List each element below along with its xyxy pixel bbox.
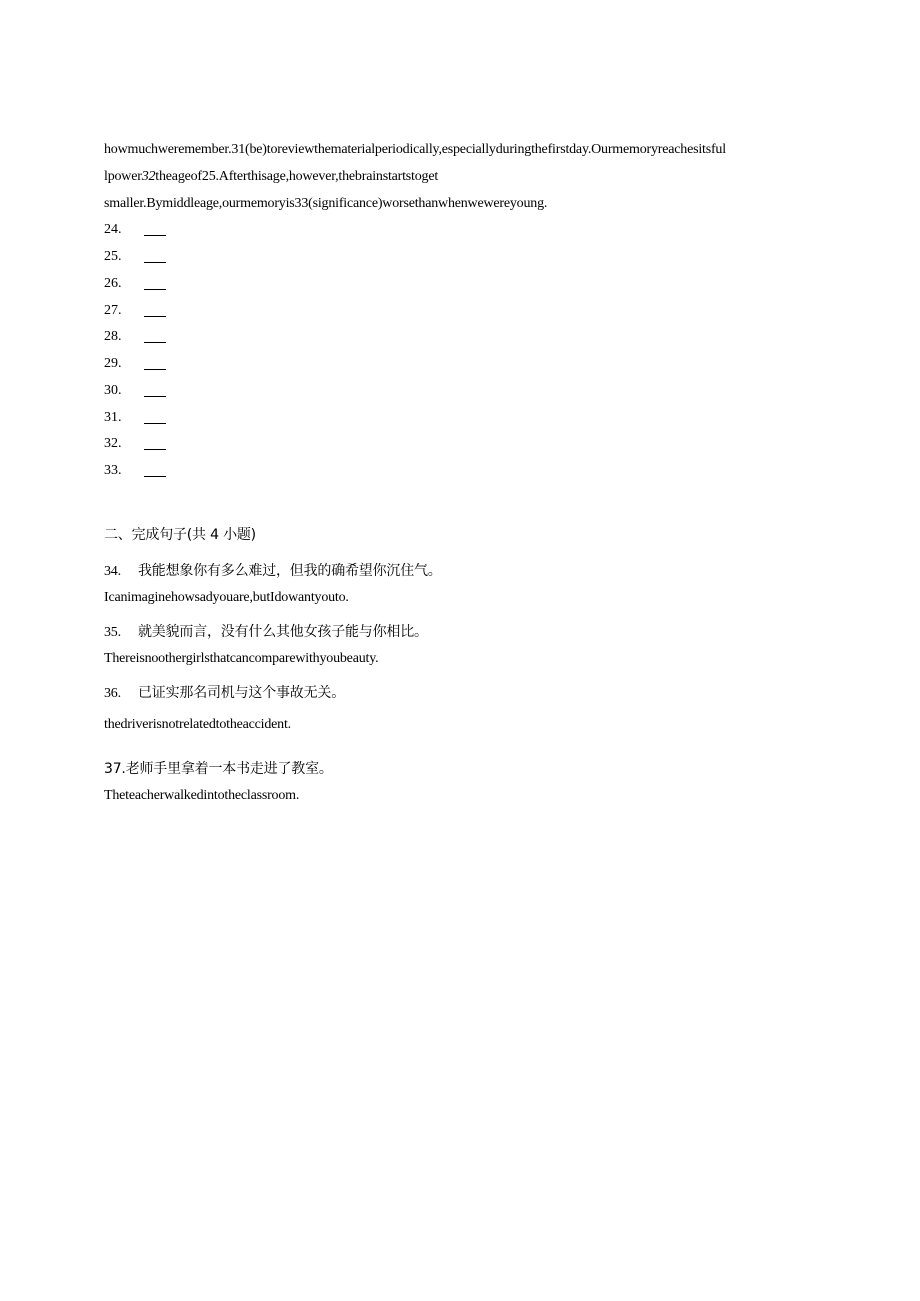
question-chinese: 我能想象你有多么难过，但我的确希望你沉住气。 [138, 563, 442, 579]
passage-line-2 [104, 169, 820, 185]
blank-number: 24. [104, 222, 122, 237]
answer-blank-31[interactable] [104, 410, 166, 426]
blank-line[interactable] [144, 423, 166, 424]
blank-line[interactable] [144, 342, 166, 343]
passage-line-2-start: lpower [104, 169, 142, 184]
blank-number: 31. [104, 410, 122, 425]
blank-line[interactable] [144, 396, 166, 397]
passage-line-2-end: theageof25.Afterthisage,however,thebrainstartstoget [155, 169, 439, 184]
answer-blank-32[interactable] [104, 436, 166, 452]
blank-line[interactable] [144, 316, 166, 317]
blank-number: 28. [104, 329, 122, 344]
question-35 [104, 621, 428, 641]
blank-number: 26. [104, 276, 122, 291]
question-36 [104, 682, 345, 702]
blank-line[interactable] [144, 235, 166, 236]
blank-line[interactable] [144, 289, 166, 290]
blank-line[interactable] [144, 262, 166, 263]
blank-number: 30. [104, 383, 122, 398]
blank-number: 25. [104, 249, 122, 264]
answer-blank-28[interactable] [104, 329, 166, 345]
question-number: 36. [104, 686, 121, 701]
answer-blank-33[interactable] [104, 463, 166, 479]
passage-line-1: howmuchweremember.31(be)toreviewthematerialperiodically,especiallyduringthefirstday.Ourmemoryreachesitsful [104, 142, 726, 157]
question-36-english: thedriverisnotrelatedtotheaccident. [104, 717, 291, 732]
blank-line[interactable] [144, 449, 166, 450]
question-number: 35. [104, 625, 121, 640]
answer-blank-29[interactable] [104, 356, 166, 372]
answer-blank-27[interactable] [104, 303, 166, 319]
section-heading: 二、完成句子(共 4 小题) [104, 527, 256, 543]
answer-blank-24[interactable] [104, 222, 166, 238]
blank-number: 29. [104, 356, 122, 371]
blank-32-marker: 32 [141, 169, 156, 184]
blank-number: 33. [104, 463, 122, 478]
question-chinese: 已证实那名司机与这个事故无关。 [138, 685, 345, 701]
blank-number: 27. [104, 303, 122, 318]
answer-blank-25[interactable] [104, 249, 166, 265]
answer-blank-26[interactable] [104, 276, 166, 292]
blank-line[interactable] [144, 369, 166, 370]
question-number: 34. [104, 564, 121, 579]
question-34 [104, 560, 442, 580]
question-34-english: Icanimaginehowsadyouare,butIdowantyouto. [104, 590, 349, 605]
question-35-english: Thereisnoothergirlsthatcancomparewithyoubeauty. [104, 651, 379, 666]
answer-blank-30[interactable] [104, 383, 166, 399]
question-37-english: Theteacherwalkedintotheclassroom. [104, 788, 300, 803]
blank-line[interactable] [144, 476, 166, 477]
question-37: 37.老师手里拿着一本书走进了教室。 [104, 761, 333, 777]
passage-line-3: smaller.Bymiddleage,ourmemoryis33(significance)worsethanwhenwewereyoung. [104, 196, 548, 211]
blank-number: 32. [104, 436, 122, 451]
question-chinese: 就美貌而言，没有什么其他女孩子能与你相比。 [138, 624, 428, 640]
